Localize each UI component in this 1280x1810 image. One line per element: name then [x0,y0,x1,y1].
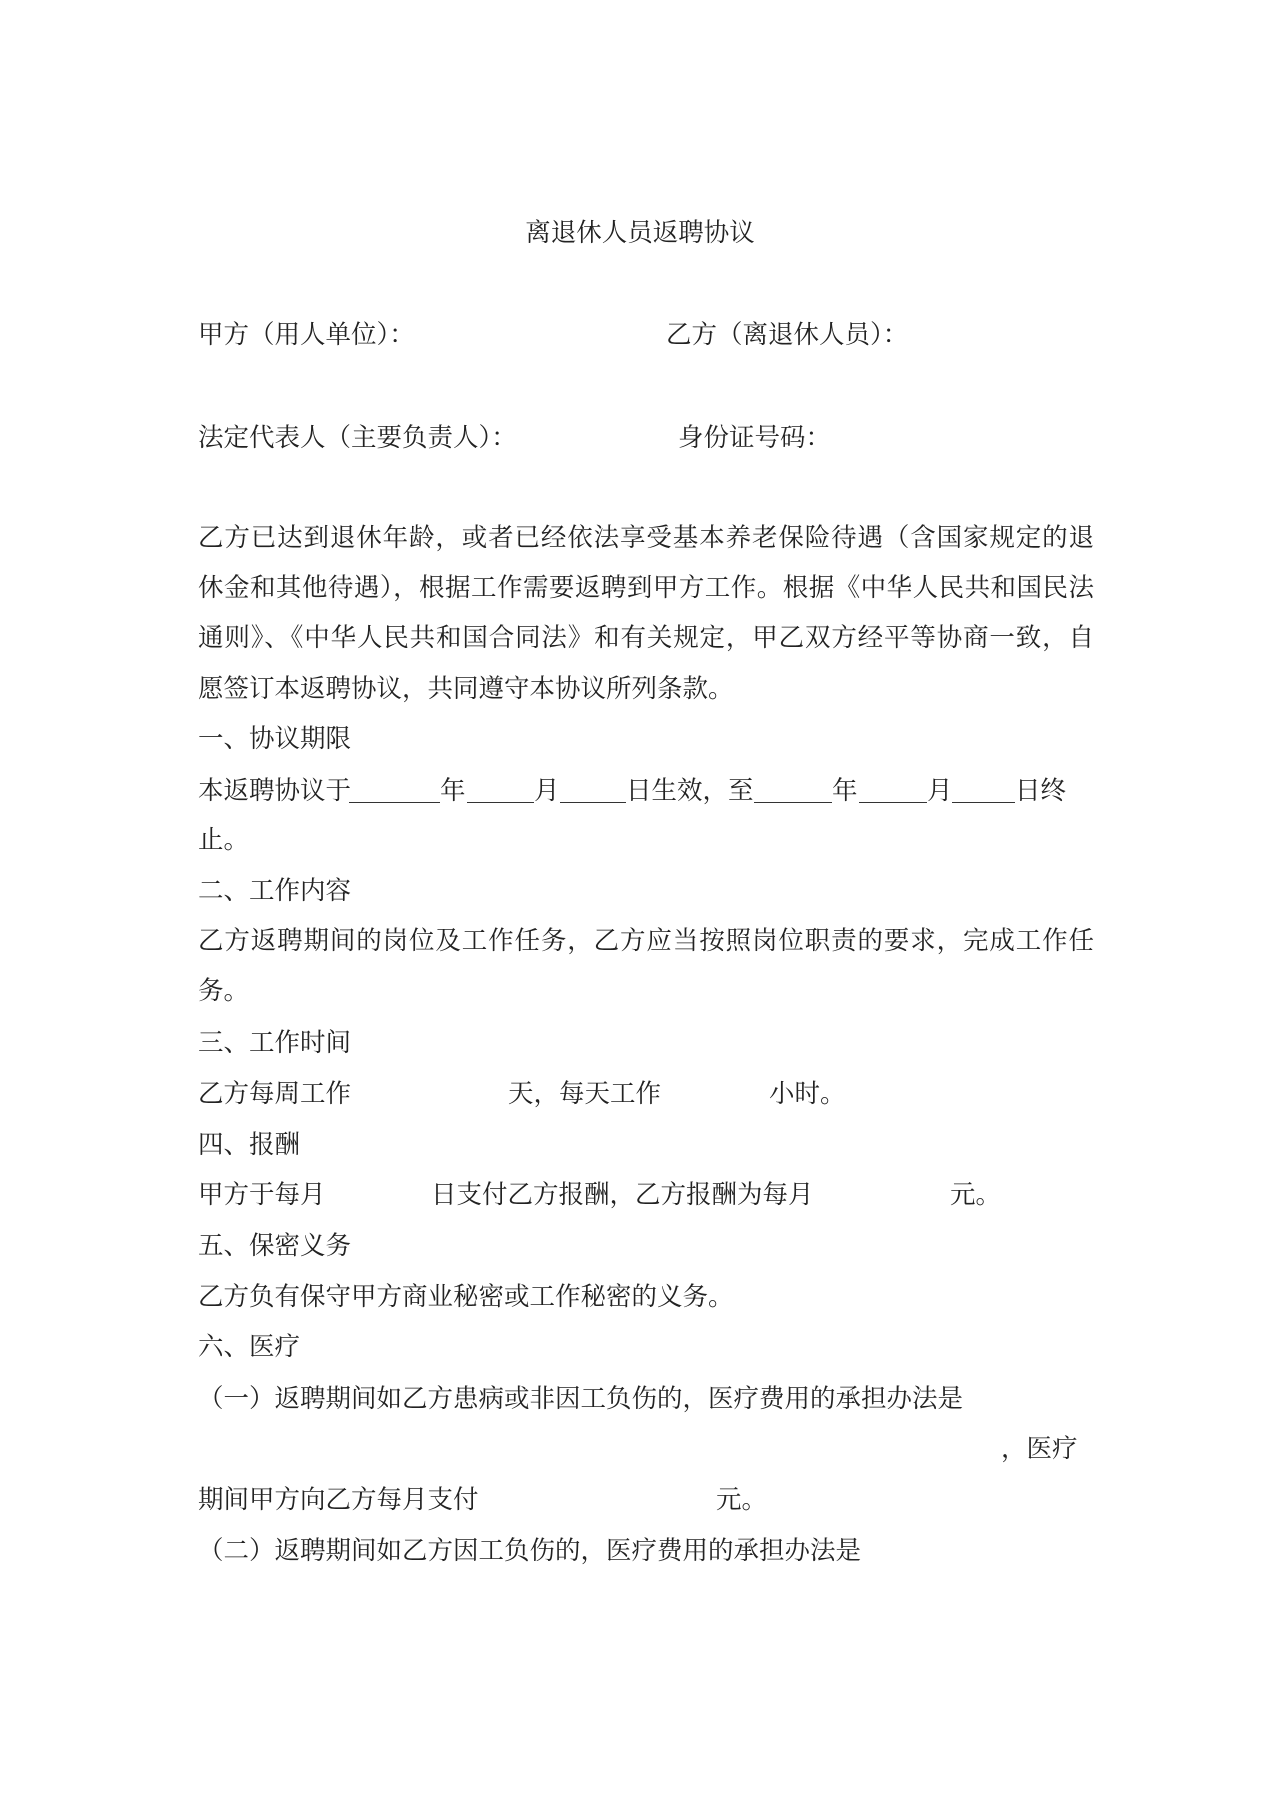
section-heading-work-time: 三、工作时间 [198,1028,352,1058]
preamble-line: 休金和其他待遇），根据工作需要返聘到甲方工作。根据《中华人民共和国民法 [198,573,1094,603]
pay-text: 甲方于每月 [198,1180,326,1210]
preamble-line: 乙方已达到退休年龄，或者已经依法享受基本养老保险待遇（含国家规定的退 [198,523,1094,553]
section-heading-term: 一、协议期限 [198,724,352,754]
section-heading-work-content: 二、工作内容 [198,876,352,906]
start-day-blank[interactable] [560,802,626,803]
parties-row [0,320,1280,350]
start-year-blank[interactable] [349,802,440,803]
end-day-blank[interactable] [952,802,1015,803]
work-content-text: 乙方返聘期间的岗位及工作任务，乙方应当按照岗位职责的要求，完成工作任 [198,926,1094,956]
end-year-blank[interactable] [754,802,832,803]
section-heading-pay: 四、报酬 [198,1130,301,1160]
pay-line [0,1180,1280,1210]
work-time-text: 小时。 [769,1079,846,1109]
section-heading-confidentiality: 五、保密义务 [198,1231,352,1261]
legal-rep-label: 法定代表人（主要负责人）： [198,423,517,453]
medical-item-1-continued: ，医疗 [1001,1434,1078,1464]
term-text: 月 [534,776,560,806]
party-b-label: 乙方（离退休人员）： [666,320,909,350]
work-content-text: 务。 [198,976,250,1006]
end-month-blank[interactable] [859,802,927,803]
medical-payment-line [0,1485,1280,1515]
term-text: 本返聘协议于 [198,776,352,806]
party-a-label: 甲方（用人单位）： [198,320,415,350]
term-text: 年 [440,776,466,806]
term-text: 止。 [198,825,250,855]
confidentiality-text: 乙方负有保守甲方商业秘密或工作秘密的义务。 [198,1282,734,1312]
work-time-line [0,1079,1280,1109]
representative-row [0,423,1280,453]
id-number-label: 身份证号码： [678,423,832,453]
section-heading-medical: 六、医疗 [198,1332,301,1362]
medical-item-1: （一）返聘期间如乙方患病或非因工负伤的，医疗费用的承担办法是 [198,1384,964,1414]
preamble-line: 通则》、《中华人民共和国合同法》和有关规定，甲乙双方经平等协商一致，自 [198,623,1094,653]
term-text: 日生效，至 [626,776,754,806]
document-title: 离退休人员返聘协议 [525,218,755,248]
term-text: 日终 [1015,776,1067,806]
work-time-text: 乙方每周工作 [198,1079,352,1109]
work-time-text: 天，每天工作 [508,1079,662,1109]
term-text: 月 [927,776,953,806]
medical-payment-text: 元。 [716,1485,768,1515]
medical-payment-text: 期间甲方向乙方每月支付 [198,1485,479,1515]
medical-item-2: （二）返聘期间如乙方因工负伤的，医疗费用的承担办法是 [198,1536,862,1566]
start-month-blank[interactable] [467,802,534,803]
pay-text: 日支付乙方报酬，乙方报酬为每月 [431,1180,814,1210]
term-dates-line [0,776,1280,806]
preamble-line: 愿签订本返聘协议，共同遵守本协议所列条款。 [198,674,734,704]
term-text: 年 [832,776,858,806]
pay-text: 元。 [950,1180,1002,1210]
